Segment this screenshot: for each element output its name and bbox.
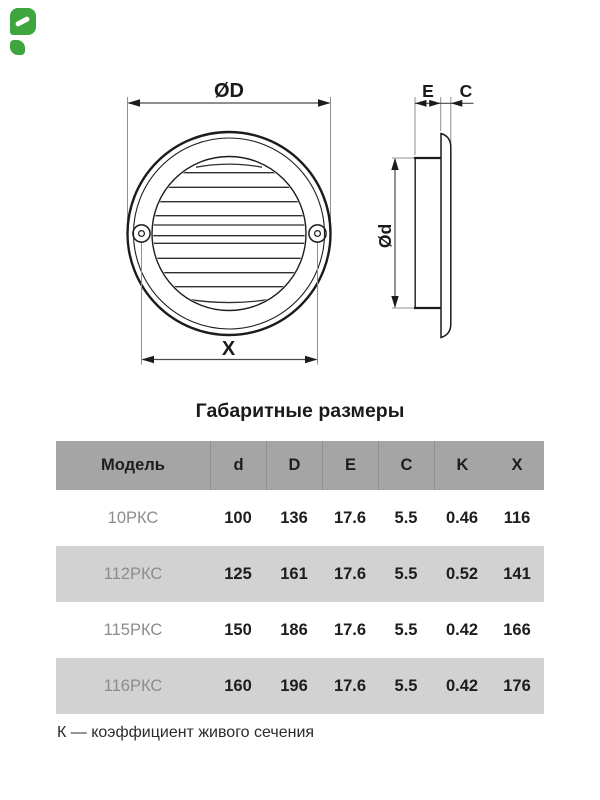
col-header-E: E xyxy=(322,441,378,490)
value-d: 100 xyxy=(224,508,252,527)
value-D: 136 xyxy=(280,508,308,527)
col-header-D: D xyxy=(266,441,322,490)
value-D: 196 xyxy=(280,676,308,695)
side-view xyxy=(375,81,474,338)
value-d: 125 xyxy=(224,564,252,583)
col-header-C: C xyxy=(378,441,434,490)
model-name: 116РКС xyxy=(103,676,163,695)
value-K: 0.52 xyxy=(445,564,479,583)
value-X: 166 xyxy=(503,620,531,639)
arrowhead-left-icon xyxy=(142,356,155,364)
arrowhead-right-icon xyxy=(318,99,331,107)
grille-louvers xyxy=(150,164,308,302)
arrowhead-up-icon xyxy=(391,158,398,170)
value-K: 0.46 xyxy=(445,508,479,527)
model-name: 112РКС xyxy=(103,564,163,583)
value-E: 17.6 xyxy=(333,676,367,695)
arrowhead-down-icon xyxy=(391,296,398,308)
table-row xyxy=(56,490,544,546)
value-C: 5.5 xyxy=(394,564,418,583)
value-D: 161 xyxy=(280,564,308,583)
dim-label-mount-distance: X xyxy=(221,338,236,360)
value-E: 17.6 xyxy=(333,620,367,639)
value-X: 116 xyxy=(503,508,531,527)
value-C: 5.5 xyxy=(394,676,418,695)
value-X: 141 xyxy=(503,564,531,583)
dim-label-depth: E xyxy=(422,81,434,101)
value-d: 160 xyxy=(224,676,252,695)
value-d: 150 xyxy=(224,620,252,639)
dim-label-flange-thickness: C xyxy=(459,81,473,101)
grille-rim-bevel xyxy=(134,138,325,329)
grille-louver-area xyxy=(152,157,306,311)
table-header-row xyxy=(56,441,544,490)
flange-profile xyxy=(441,134,451,338)
section-title: Габаритные размеры xyxy=(195,400,405,422)
dimensions-table xyxy=(56,441,544,714)
col-header-K: K xyxy=(434,441,490,490)
model-name: 115РКС xyxy=(103,620,163,639)
table-row xyxy=(56,658,544,714)
col-header-X: X xyxy=(511,456,523,475)
value-C: 5.5 xyxy=(394,508,418,527)
value-K: 0.42 xyxy=(445,676,479,695)
dim-label-outer-diameter: ØD xyxy=(214,80,244,102)
table-row xyxy=(56,602,544,658)
grille-outer-rim xyxy=(128,132,331,335)
value-E: 17.6 xyxy=(333,564,367,583)
table-row xyxy=(56,546,544,602)
screw-left xyxy=(133,225,150,242)
value-C: 5.5 xyxy=(394,620,418,639)
arrowhead-right-icon xyxy=(305,356,318,364)
screw-right xyxy=(309,225,326,242)
dim-label-duct-diameter: Ød xyxy=(375,223,395,249)
value-K: 0.42 xyxy=(445,620,479,639)
footnote: К — коэффициент живого сечения xyxy=(57,724,315,741)
value-E: 17.6 xyxy=(333,508,367,527)
front-view xyxy=(128,80,331,365)
value-X: 176 xyxy=(503,676,531,695)
col-header-d: d xyxy=(210,441,266,490)
value-D: 186 xyxy=(280,620,308,639)
col-header-model: Модель xyxy=(101,456,165,475)
arrowhead-left-icon xyxy=(128,99,141,107)
model-name: 10РКС xyxy=(107,508,159,527)
